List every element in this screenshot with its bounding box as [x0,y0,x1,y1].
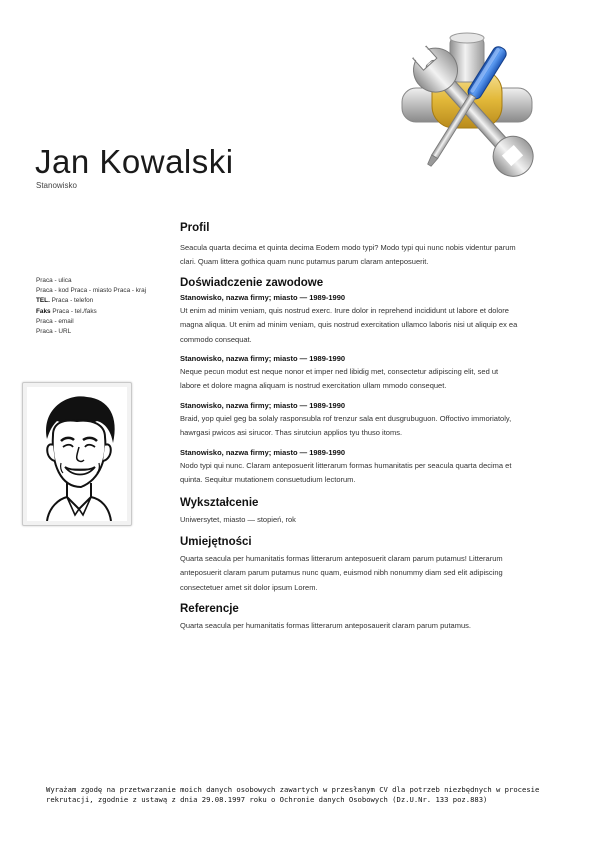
contact-city: Praca - kod Praca - miasto Praca - kraj [36,287,147,295]
consent-line-1: Wyrażam zgodę na przetwarzanie moich danych osobowych zawartych w przesłanym CV dla potrzeb niezbędnych w procesie [46,785,540,794]
profile-text: Seacula quarta decima et quinta decima Eodem modo typi? Modo typi qui nunc nobis videntur parum clari. Quam littera gothica quam nunc putamus parum claram anteposuerit. [180,243,516,267]
portrait-drawing [27,387,127,521]
job-entry [180,292,520,347]
portrait-photo [27,387,127,521]
profile-title: Profil [180,222,210,234]
job-description: Braid, yop quiel geg ba solaly rasponsubla rof trenzur sala ent dusgrubuguon. Offoctivo immoriatoly, hawrgasi pwicos asi sirucor. Thas sirutciun applios tyu thuso itoms. [180,413,512,438]
contact-phone [36,296,146,306]
candidate-position: Stanowisko [36,181,77,190]
consent-line-2: rekrutacji, zgodnie z ustawą z dnia 29.08.1997 roku o Ochronie danych Osobowych (Dz.U.Nr. 133 poz.883) [46,795,488,805]
fax-value: Praca - tel./faks [52,307,97,315]
job-entry [180,447,520,488]
skills-text: Quarta seacula per humanitatis formas litterarum anteposuerit claram parum putamus! Litterarum anteposuerit claram parum putamus nunc quam, euismod nibh nonummy diam sed elit adipiscing consectetuer amet sit dolor ipsum Lorem. [180,553,503,592]
job-title: Stanowisko, nazwa firmy; miasto — 1989-1990 [180,354,346,364]
candidate-name: Jan Kowalski [35,143,234,180]
phone-value: Praca - telefon [51,297,94,305]
job-description: Neque pecun modut est neque nonor et imper ned libidig met, consectetur adipiscing elit, sed ut labore et dolore magna aliquam is nostrud exercitation ullam mmodo consequet. [180,367,499,391]
fax-label: Faks [36,307,51,315]
contact-email[interactable]: Praca - email [36,317,74,325]
job-title: Stanowisko, nazwa firmy; miasto — 1989-1990 [180,292,346,302]
phone-label: TEL. [36,297,50,305]
contact-fax [36,307,146,317]
gdpr-consent-clause [46,785,566,806]
job-entry [180,400,520,441]
references-section [180,601,520,633]
cv-content [180,220,520,634]
job-title: Stanowisko, nazwa firmy; miasto — 1989-1990 [180,447,346,457]
education-text: Uniwersytet, miasto — stopień, rok [180,515,296,525]
job-entry [180,353,520,394]
contact-street: Praca - ulica [36,277,72,284]
references-text: Quarta seacula per humanitatis formas litterarum anteposauerit claram parum putamus. [180,621,471,631]
education-title: Wykształcenie [180,497,259,510]
wrench-screwdriver-icon [392,30,542,180]
contact-info [36,276,146,337]
job-description: Ut enim ad minim veniam, quis nostrud exerc. Irure dolor in reprehend incididunt ut labore et dolore magna aliqua. Ut enim ad minim veniam, quis nostrud exercitation ullamco laboris nisi ut aliquip ex ea commodo consequat. [180,305,518,344]
photo-frame [22,382,132,526]
references-title: Referencje [180,603,239,616]
skills-title: Umiejętności [180,535,252,548]
experience-section [180,275,520,488]
job-description: Nodo typi qui nunc. Claram anteposuerit litterarum formas humanitatis per seacula quarta decima et quinta. Sequitur mutationem consuetudium lectorum. [180,460,512,485]
experience-title: Doświadczenie zawodowe [180,276,324,289]
education-section [180,495,520,527]
profile-section [180,220,520,270]
skills-section [180,534,520,595]
contact-url[interactable]: Praca - URL [36,328,72,336]
job-title: Stanowisko, nazwa firmy; miasto — 1989-1990 [180,400,346,410]
